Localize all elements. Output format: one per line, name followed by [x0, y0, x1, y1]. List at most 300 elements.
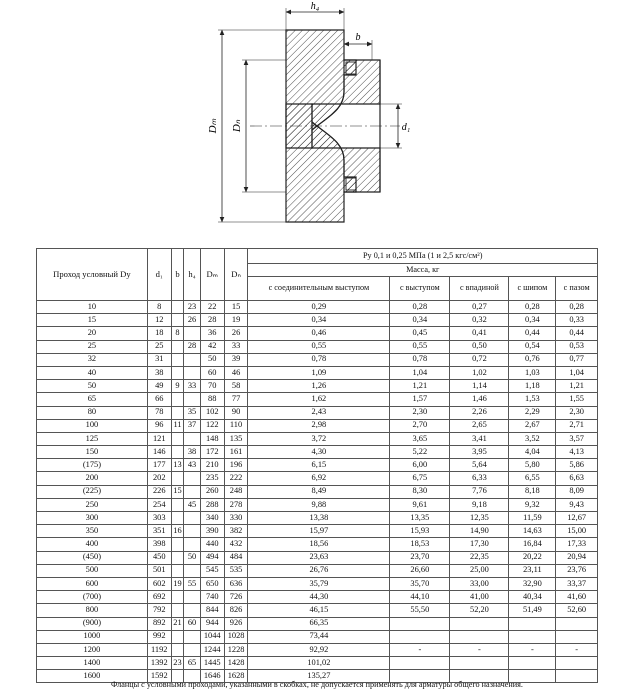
- table-row: [37, 327, 598, 340]
- cell-d1: 1192: [147, 643, 171, 656]
- cell-m2: 15,93: [390, 525, 450, 538]
- cell-dy: 50: [37, 380, 148, 393]
- cell-h4: [184, 643, 201, 656]
- cell-m5: [556, 630, 598, 643]
- th-col-vystup: с выступом: [390, 277, 450, 301]
- cell-m2: 1,21: [390, 380, 450, 393]
- cell-h4: [184, 591, 201, 604]
- cell-m5: 0,44: [556, 327, 598, 340]
- cell-h4: [184, 630, 201, 643]
- cell-b: [171, 432, 184, 445]
- cell-h4: [184, 327, 201, 340]
- cell-d1: 18: [147, 327, 171, 340]
- table-footnote: Фланцы с условными проходами, указанными в скобках, не допускается применять для арматуры общего назначения.: [111, 680, 523, 689]
- cell-Dm: 1044: [200, 630, 224, 643]
- cell-m1: 6,15: [248, 459, 390, 472]
- label-d1: d₁: [401, 122, 411, 133]
- cell-d1: 254: [147, 498, 171, 511]
- cell-b: 21: [171, 617, 184, 630]
- cell-m5: 0,28: [556, 301, 598, 314]
- cell-m1: 23,63: [248, 551, 390, 564]
- table-row: [37, 446, 598, 459]
- cell-d1: 501: [147, 564, 171, 577]
- cell-h4: [184, 512, 201, 525]
- cell-dy: 1200: [37, 643, 148, 656]
- cell-b: 9: [171, 380, 184, 393]
- cell-h4: [184, 366, 201, 379]
- cell-h4: [184, 472, 201, 485]
- cell-h4: 37: [184, 419, 201, 432]
- cell-d1: 78: [147, 406, 171, 419]
- cell-h4: 35: [184, 406, 201, 419]
- th-d1: d₁: [147, 249, 171, 301]
- cell-d1: 12: [147, 314, 171, 327]
- table-row: [37, 498, 598, 511]
- cell-m5: 9,43: [556, 498, 598, 511]
- cell-Dm: 70: [200, 380, 224, 393]
- cell-b: 8: [171, 327, 184, 340]
- cell-m3: 1,02: [450, 366, 509, 379]
- table-row: [37, 630, 598, 643]
- cell-m3: 2,65: [450, 419, 509, 432]
- cell-dy: 10: [37, 301, 148, 314]
- table-row: [37, 577, 598, 590]
- cell-dy: (700): [37, 591, 148, 604]
- cell-m2: -: [390, 643, 450, 656]
- cell-dy: (175): [37, 459, 148, 472]
- cell-Dn: 1428: [224, 657, 248, 670]
- cell-m1: 13,38: [248, 512, 390, 525]
- label-h4: h₄: [310, 1, 320, 12]
- table-row: [37, 538, 598, 551]
- th-h4: h₄: [184, 249, 201, 301]
- cell-dy: 600: [37, 577, 148, 590]
- cell-m4: 3,52: [509, 432, 556, 445]
- cell-dy: 250: [37, 498, 148, 511]
- cell-Dn: 26: [224, 327, 248, 340]
- table-row: [37, 432, 598, 445]
- cell-Dn: 432: [224, 538, 248, 551]
- cell-b: 15: [171, 485, 184, 498]
- cell-m4: 1,53: [509, 393, 556, 406]
- cell-m3: 12,35: [450, 512, 509, 525]
- table-body: [37, 301, 598, 683]
- cell-m2: [390, 617, 450, 630]
- cell-m2: 6,75: [390, 472, 450, 485]
- cell-d1: 1392: [147, 657, 171, 670]
- cell-Dn: 726: [224, 591, 248, 604]
- cell-dy: 125: [37, 432, 148, 445]
- cell-m4: 8,18: [509, 485, 556, 498]
- cell-m5: 17,33: [556, 538, 598, 551]
- th-passage: Проход условный Dу: [37, 249, 148, 301]
- cell-m1: 0,29: [248, 301, 390, 314]
- cell-dy: 150: [37, 446, 148, 459]
- cell-m3: [450, 617, 509, 630]
- cell-m3: 3,41: [450, 432, 509, 445]
- cell-m3: 17,30: [450, 538, 509, 551]
- cell-m3: [450, 657, 509, 670]
- cell-m3: 0,32: [450, 314, 509, 327]
- table-row: [37, 393, 598, 406]
- table-row: [37, 617, 598, 630]
- cell-m3: 6,33: [450, 472, 509, 485]
- cell-m4: 0,76: [509, 353, 556, 366]
- cell-dy: 32: [37, 353, 148, 366]
- cell-m3: 9,18: [450, 498, 509, 511]
- cell-Dn: 15: [224, 301, 248, 314]
- cell-dy: 300: [37, 512, 148, 525]
- th-Dn: Dₙ: [224, 249, 248, 301]
- cell-h4: [184, 393, 201, 406]
- cell-m3: [450, 630, 509, 643]
- cell-m5: 23,76: [556, 564, 598, 577]
- cell-dy: 500: [37, 564, 148, 577]
- cell-m2: 55,50: [390, 604, 450, 617]
- table-row: [37, 353, 598, 366]
- cell-b: 16: [171, 525, 184, 538]
- cell-d1: 31: [147, 353, 171, 366]
- cell-b: [171, 393, 184, 406]
- cell-Dm: 36: [200, 327, 224, 340]
- cell-dy: (225): [37, 485, 148, 498]
- cell-m5: 15,00: [556, 525, 598, 538]
- cell-m5: 0,53: [556, 340, 598, 353]
- cell-Dn: 826: [224, 604, 248, 617]
- table-row: [37, 472, 598, 485]
- cell-Dn: 484: [224, 551, 248, 564]
- cell-m2: 0,28: [390, 301, 450, 314]
- cell-m5: 20,94: [556, 551, 598, 564]
- cell-b: [171, 498, 184, 511]
- th-b: b: [171, 249, 184, 301]
- cell-b: 11: [171, 419, 184, 432]
- cell-Dm: 1244: [200, 643, 224, 656]
- table-row: [37, 366, 598, 379]
- cell-b: 19: [171, 577, 184, 590]
- cell-m1: 1,26: [248, 380, 390, 393]
- cell-m5: 52,60: [556, 604, 598, 617]
- label-b: b: [355, 32, 361, 43]
- cell-m1: 8,49: [248, 485, 390, 498]
- cell-dy: (900): [37, 617, 148, 630]
- cell-m4: 2,29: [509, 406, 556, 419]
- cell-Dn: 77: [224, 393, 248, 406]
- cell-h4: 26: [184, 314, 201, 327]
- cell-m5: 0,33: [556, 314, 598, 327]
- cell-m4: 6,55: [509, 472, 556, 485]
- cell-h4: 38: [184, 446, 201, 459]
- cell-Dm: 22: [200, 301, 224, 314]
- cell-d1: 303: [147, 512, 171, 525]
- cell-Dn: 46: [224, 366, 248, 379]
- cell-Dm: 1445: [200, 657, 224, 670]
- cell-b: [171, 551, 184, 564]
- cell-b: [171, 446, 184, 459]
- cell-Dm: 148: [200, 432, 224, 445]
- th-mass-group: Масса, кг: [248, 264, 598, 277]
- cell-Dn: 382: [224, 525, 248, 538]
- cell-m4: 16,84: [509, 538, 556, 551]
- cell-m2: 8,30: [390, 485, 450, 498]
- cell-d1: 146: [147, 446, 171, 459]
- cell-Dm: 210: [200, 459, 224, 472]
- cell-dy: 1000: [37, 630, 148, 643]
- cell-d1: 351: [147, 525, 171, 538]
- cell-dy: (450): [37, 551, 148, 564]
- cell-m1: 4,30: [248, 446, 390, 459]
- cell-Dm: 390: [200, 525, 224, 538]
- cell-m2: 18,53: [390, 538, 450, 551]
- cell-m1: 0,78: [248, 353, 390, 366]
- cell-m5: 3,57: [556, 432, 598, 445]
- cell-Dm: 88: [200, 393, 224, 406]
- cell-m5: 2,71: [556, 419, 598, 432]
- label-Dm: Dₘ: [207, 118, 219, 134]
- cell-Dn: 39: [224, 353, 248, 366]
- cell-Dn: 278: [224, 498, 248, 511]
- cell-h4: 43: [184, 459, 201, 472]
- cell-Dm: 42: [200, 340, 224, 353]
- cell-m1: 0,34: [248, 314, 390, 327]
- cell-Dm: 102: [200, 406, 224, 419]
- cell-m3: 41,00: [450, 591, 509, 604]
- cell-m1: 101,02: [248, 657, 390, 670]
- cell-dy: 65: [37, 393, 148, 406]
- cell-m3: 0,72: [450, 353, 509, 366]
- cell-b: [171, 512, 184, 525]
- cell-b: [171, 538, 184, 551]
- cell-m4: 2,67: [509, 419, 556, 432]
- flange-dimensions-table: [36, 248, 598, 683]
- cell-d1: 177: [147, 459, 171, 472]
- table-row: [37, 314, 598, 327]
- cell-h4: 33: [184, 380, 201, 393]
- cell-m1: 135,27: [248, 670, 390, 683]
- cell-Dn: 926: [224, 617, 248, 630]
- cell-m4: 4,04: [509, 446, 556, 459]
- cell-m2: 3,65: [390, 432, 450, 445]
- cell-m1: 46,15: [248, 604, 390, 617]
- cell-m5: [556, 657, 598, 670]
- cell-m5: 5,86: [556, 459, 598, 472]
- cell-m3: 7,76: [450, 485, 509, 498]
- cell-m5: 2,30: [556, 406, 598, 419]
- cell-Dn: 1628: [224, 670, 248, 683]
- cell-m4: [509, 657, 556, 670]
- table-row: [37, 551, 598, 564]
- cell-h4: [184, 604, 201, 617]
- cell-m1: 6,92: [248, 472, 390, 485]
- cell-m2: 0,34: [390, 314, 450, 327]
- cell-Dn: 90: [224, 406, 248, 419]
- cell-h4: [184, 432, 201, 445]
- cell-m3: 5,64: [450, 459, 509, 472]
- cell-m5: -: [556, 643, 598, 656]
- cell-Dn: 58: [224, 380, 248, 393]
- table-row: [37, 419, 598, 432]
- cell-Dm: 1646: [200, 670, 224, 683]
- cell-b: [171, 604, 184, 617]
- table-row: [37, 657, 598, 670]
- cell-Dm: 172: [200, 446, 224, 459]
- cell-m3: 1,14: [450, 380, 509, 393]
- cell-m1: 92,92: [248, 643, 390, 656]
- cell-d1: 892: [147, 617, 171, 630]
- cell-m2: 0,55: [390, 340, 450, 353]
- cell-m1: 26,76: [248, 564, 390, 577]
- cell-b: [171, 643, 184, 656]
- table-row: [37, 406, 598, 419]
- cell-m1: 15,97: [248, 525, 390, 538]
- cell-h4: 55: [184, 577, 201, 590]
- cell-Dm: 650: [200, 577, 224, 590]
- cell-Dn: 161: [224, 446, 248, 459]
- cell-dy: 800: [37, 604, 148, 617]
- table-row: [37, 459, 598, 472]
- th-pressure-title: Py 0,1 и 0,25 МПа (1 и 2,5 кгс/см²): [248, 249, 598, 264]
- cell-m5: 1,21: [556, 380, 598, 393]
- cell-m4: 1,03: [509, 366, 556, 379]
- cell-m4: 0,28: [509, 301, 556, 314]
- cell-m4: 40,34: [509, 591, 556, 604]
- cell-b: [171, 406, 184, 419]
- cell-m2: 26,60: [390, 564, 450, 577]
- cell-Dn: 222: [224, 472, 248, 485]
- cell-m4: 5,80: [509, 459, 556, 472]
- cell-b: [171, 340, 184, 353]
- cell-m1: 18,56: [248, 538, 390, 551]
- table-row: [37, 525, 598, 538]
- cell-m5: 0,77: [556, 353, 598, 366]
- cell-d1: 792: [147, 604, 171, 617]
- cell-m5: 41,60: [556, 591, 598, 604]
- cell-h4: 60: [184, 617, 201, 630]
- table-row: [37, 591, 598, 604]
- cell-m5: 8,09: [556, 485, 598, 498]
- cell-Dn: 110: [224, 419, 248, 432]
- cell-dy: 15: [37, 314, 148, 327]
- cell-m4: 14,63: [509, 525, 556, 538]
- cell-dy: 80: [37, 406, 148, 419]
- cell-m2: 2,70: [390, 419, 450, 432]
- cell-d1: 226: [147, 485, 171, 498]
- table-row: [37, 604, 598, 617]
- cell-b: [171, 564, 184, 577]
- table-row: [37, 301, 598, 314]
- cell-m2: [390, 657, 450, 670]
- cell-m3: 3,95: [450, 446, 509, 459]
- flange-svg: [0, 0, 634, 240]
- cell-m2: 2,30: [390, 406, 450, 419]
- cell-m1: 3,72: [248, 432, 390, 445]
- cell-Dn: 19: [224, 314, 248, 327]
- cell-m4: 32,90: [509, 577, 556, 590]
- table-row: [37, 340, 598, 353]
- cell-m2: 23,70: [390, 551, 450, 564]
- cell-Dm: 494: [200, 551, 224, 564]
- cell-Dn: 1228: [224, 643, 248, 656]
- cell-Dn: 535: [224, 564, 248, 577]
- cell-Dn: 196: [224, 459, 248, 472]
- cell-Dm: 440: [200, 538, 224, 551]
- cell-m2: 13,35: [390, 512, 450, 525]
- cell-dy: 25: [37, 340, 148, 353]
- cell-Dm: 740: [200, 591, 224, 604]
- cell-m1: 0,46: [248, 327, 390, 340]
- cell-d1: 1592: [147, 670, 171, 683]
- cell-b: [171, 591, 184, 604]
- cell-m3: 33,00: [450, 577, 509, 590]
- cell-m2: 6,00: [390, 459, 450, 472]
- cell-Dm: 288: [200, 498, 224, 511]
- cell-m3: 2,26: [450, 406, 509, 419]
- cell-d1: 992: [147, 630, 171, 643]
- cell-b: 23: [171, 657, 184, 670]
- cell-Dm: 260: [200, 485, 224, 498]
- cell-h4: [184, 485, 201, 498]
- cell-m2: 9,61: [390, 498, 450, 511]
- cell-b: [171, 366, 184, 379]
- cell-m3: 1,46: [450, 393, 509, 406]
- cell-d1: 66: [147, 393, 171, 406]
- cell-b: [171, 301, 184, 314]
- cell-b: [171, 630, 184, 643]
- cell-h4: 50: [184, 551, 201, 564]
- cell-h4: [184, 353, 201, 366]
- cell-Dm: 944: [200, 617, 224, 630]
- cell-d1: 450: [147, 551, 171, 564]
- cell-m3: 14,90: [450, 525, 509, 538]
- cell-d1: 49: [147, 380, 171, 393]
- cell-dy: 20: [37, 327, 148, 340]
- cell-d1: 398: [147, 538, 171, 551]
- cell-m5: 33,37: [556, 577, 598, 590]
- cell-b: [171, 314, 184, 327]
- cell-Dm: 844: [200, 604, 224, 617]
- cell-m2: 5,22: [390, 446, 450, 459]
- cell-m1: 2,98: [248, 419, 390, 432]
- cell-m4: 0,44: [509, 327, 556, 340]
- cell-dy: 1600: [37, 670, 148, 683]
- cell-h4: [184, 538, 201, 551]
- cell-Dm: 122: [200, 419, 224, 432]
- cell-Dm: 545: [200, 564, 224, 577]
- cell-h4: 45: [184, 498, 201, 511]
- cell-m4: [509, 630, 556, 643]
- cell-Dm: 235: [200, 472, 224, 485]
- cell-m3: 0,27: [450, 301, 509, 314]
- cell-m5: 1,04: [556, 366, 598, 379]
- cell-Dn: 33: [224, 340, 248, 353]
- cell-d1: 25: [147, 340, 171, 353]
- cell-m2: 0,78: [390, 353, 450, 366]
- label-Dn: Dₙ: [231, 119, 243, 133]
- cell-m4: 0,54: [509, 340, 556, 353]
- cell-h4: [184, 525, 201, 538]
- cell-d1: 121: [147, 432, 171, 445]
- cell-d1: 96: [147, 419, 171, 432]
- cell-m5: 4,13: [556, 446, 598, 459]
- cell-m3: 0,41: [450, 327, 509, 340]
- data-table: [36, 248, 598, 683]
- cell-m2: 35,70: [390, 577, 450, 590]
- cell-m4: 9,32: [509, 498, 556, 511]
- cell-dy: 1400: [37, 657, 148, 670]
- cell-dy: 400: [37, 538, 148, 551]
- th-col-paz: с пазом: [556, 277, 598, 301]
- cell-h4: 65: [184, 657, 201, 670]
